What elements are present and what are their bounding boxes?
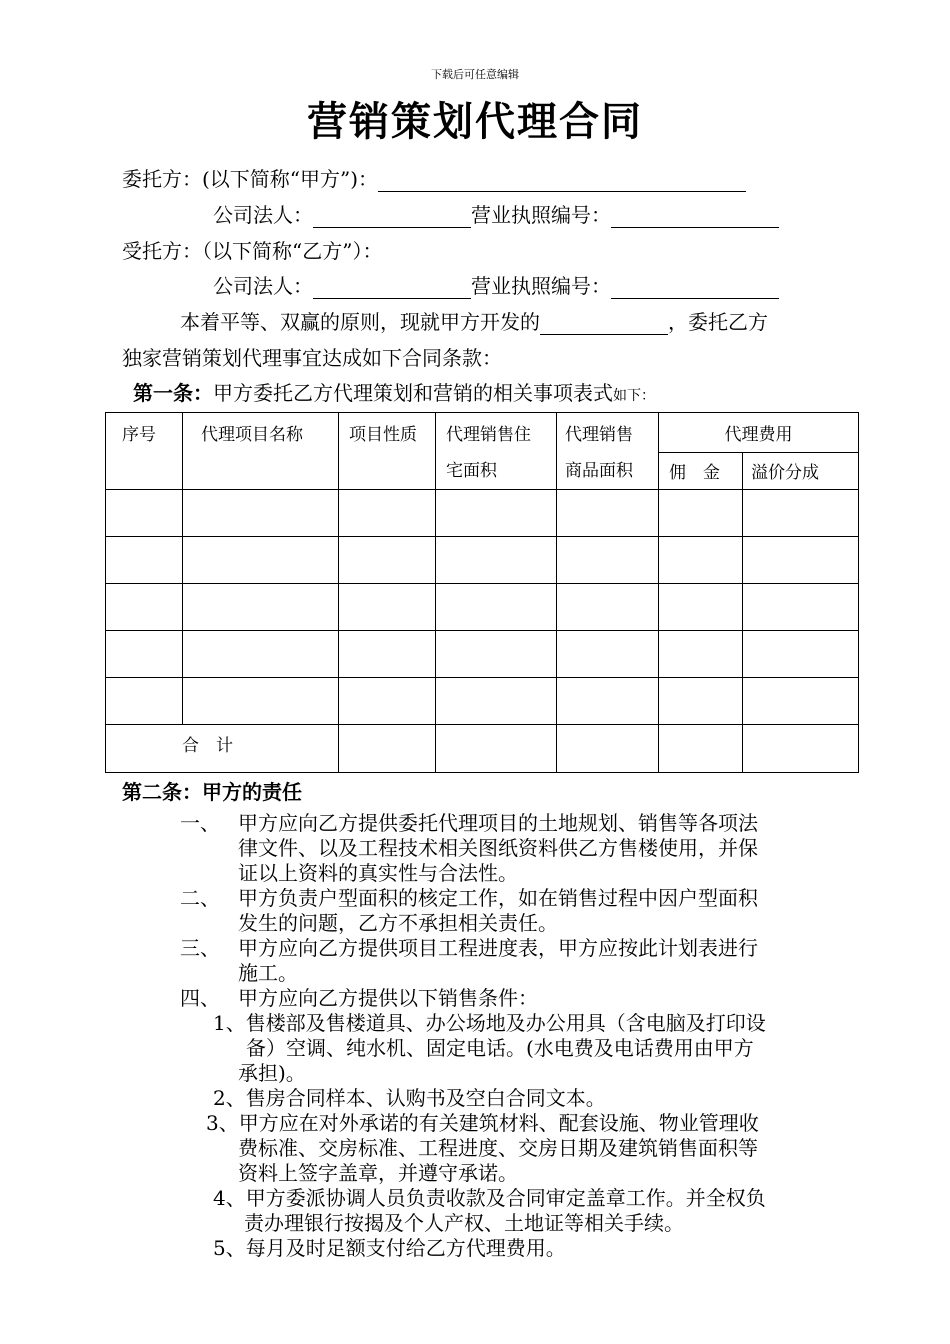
sub-1-line-1: 1、售楼部及售楼道具、办公场地及办公用具（含电脑及打印设 (213, 1011, 766, 1035)
table-row (106, 490, 859, 537)
header-commercial-area-l1: 代理销售 (565, 425, 633, 445)
table-row (106, 678, 859, 725)
item-2-number: 二、 (180, 886, 220, 910)
agent-line (122, 235, 382, 264)
item-4-line-1: 甲方应向乙方提供以下销售条件： (238, 986, 538, 1010)
header-commission: 佣 金 (659, 452, 743, 489)
sub-4-line-2: 责办理银行按揭及个人产权、土地证等相关手续。 (244, 1211, 684, 1235)
total-label: 合 计 (106, 725, 339, 773)
item-1-line-1: 甲方应向乙方提供委托代理项目的土地规划、销售等各项法 (238, 811, 758, 835)
article-1-suffix: 如下： (613, 388, 655, 404)
client-rep-line (213, 199, 779, 228)
intro-line-1 (180, 306, 768, 335)
header-serial: 序号 (106, 413, 183, 490)
header-residential-area (436, 413, 557, 490)
table-row (106, 537, 859, 584)
item-3-line-1: 甲方应向乙方提供项目工程进度表，甲方应按此计划表进行 (238, 936, 758, 960)
article-1-label: 第一条： (133, 381, 213, 405)
sub-5-line-1: 5、每月及时足额支付给乙方代理费用。 (213, 1236, 566, 1260)
sub-1-line-3: 承担)。 (238, 1061, 306, 1085)
agent-license-label: 营业执照编号： (471, 274, 611, 298)
agent-license-blank[interactable] (611, 278, 779, 299)
agent-legal-rep-blank[interactable] (313, 278, 471, 299)
sub-1-line-2: 备）空调、纯水机、固定电话。(水电费及电话费用由甲方 (246, 1036, 754, 1060)
sub-4-line-1: 4、甲方委派协调人员负责收款及合同审定盖章工作。并全权负 (213, 1186, 766, 1210)
header-note: 下载后可任意编辑 (431, 68, 519, 81)
header-premium-share: 溢价分成 (743, 452, 859, 489)
agency-items-table (105, 412, 859, 773)
sub-3-line-2: 费标准、交房标准、工程进度、交房日期及建筑销售面积等 (238, 1136, 758, 1160)
client-legal-rep-label: 公司法人： (213, 203, 313, 227)
project-name-blank[interactable] (540, 314, 668, 335)
item-2-line-1: 甲方负责户型面积的核定工作，如在销售过程中因户型面积 (238, 886, 758, 910)
item-3-number: 三、 (180, 936, 220, 960)
sub-3-line-1: 3、甲方应在对外承诺的有关建筑材料、配套设施、物业管理收 (206, 1111, 759, 1135)
header-agency-fee: 代理费用 (659, 413, 859, 453)
header-residential-area-l2: 宅面积 (446, 461, 497, 481)
client-line (122, 163, 746, 192)
article-1-text: 甲方委托乙方代理策划和营销的相关事项表式 (213, 381, 613, 405)
article-1-line (133, 377, 655, 406)
intro-text-a: 本着平等、双赢的原则，现就甲方开发的 (180, 310, 540, 334)
client-license-blank[interactable] (611, 207, 779, 228)
item-3-line-2: 施工。 (238, 961, 298, 985)
client-label: 委托方：(以下简称“甲方”)： (122, 167, 379, 191)
header-residential-area-l1: 代理销售住 (446, 425, 531, 445)
client-legal-rep-blank[interactable] (313, 207, 471, 228)
document-title: 营销策划代理合同 (307, 99, 643, 145)
item-1-line-3: 证以上资料的真实性与合法性。 (238, 861, 518, 885)
sub-3-line-3: 资料上签字盖章，并遵守承诺。 (238, 1161, 518, 1185)
table-row (106, 584, 859, 631)
item-2-line-2: 发生的问题，乙方不承担相关责任。 (238, 911, 558, 935)
agent-label: 受托方：（以下简称“乙方”）： (122, 239, 383, 263)
header-commercial-area (557, 413, 659, 490)
header-project-nature: 项目性质 (339, 413, 436, 490)
header-project-name: 代理项目名称 (183, 413, 339, 490)
article-2-heading: 第二条：甲方的责任 (122, 780, 302, 804)
client-license-label: 营业执照编号： (471, 203, 611, 227)
client-name-blank[interactable] (378, 171, 746, 192)
table-row (106, 631, 859, 678)
agent-rep-line (213, 270, 779, 299)
sub-2-line-1: 2、售房合同样本、认购书及空白合同文本。 (213, 1086, 606, 1110)
intro-line-2: 独家营销策划代理事宜达成如下合同条款： (122, 346, 502, 370)
item-1-line-2: 律文件、以及工程技术相关图纸资料供乙方售楼使用，并保 (238, 836, 758, 860)
agent-legal-rep-label: 公司法人： (213, 274, 313, 298)
intro-text-b: ，委托乙方 (668, 310, 768, 334)
item-1-number: 一、 (180, 811, 220, 835)
header-commercial-area-l2: 商品面积 (565, 461, 633, 481)
item-4-number: 四、 (180, 986, 220, 1010)
total-row (106, 725, 859, 773)
